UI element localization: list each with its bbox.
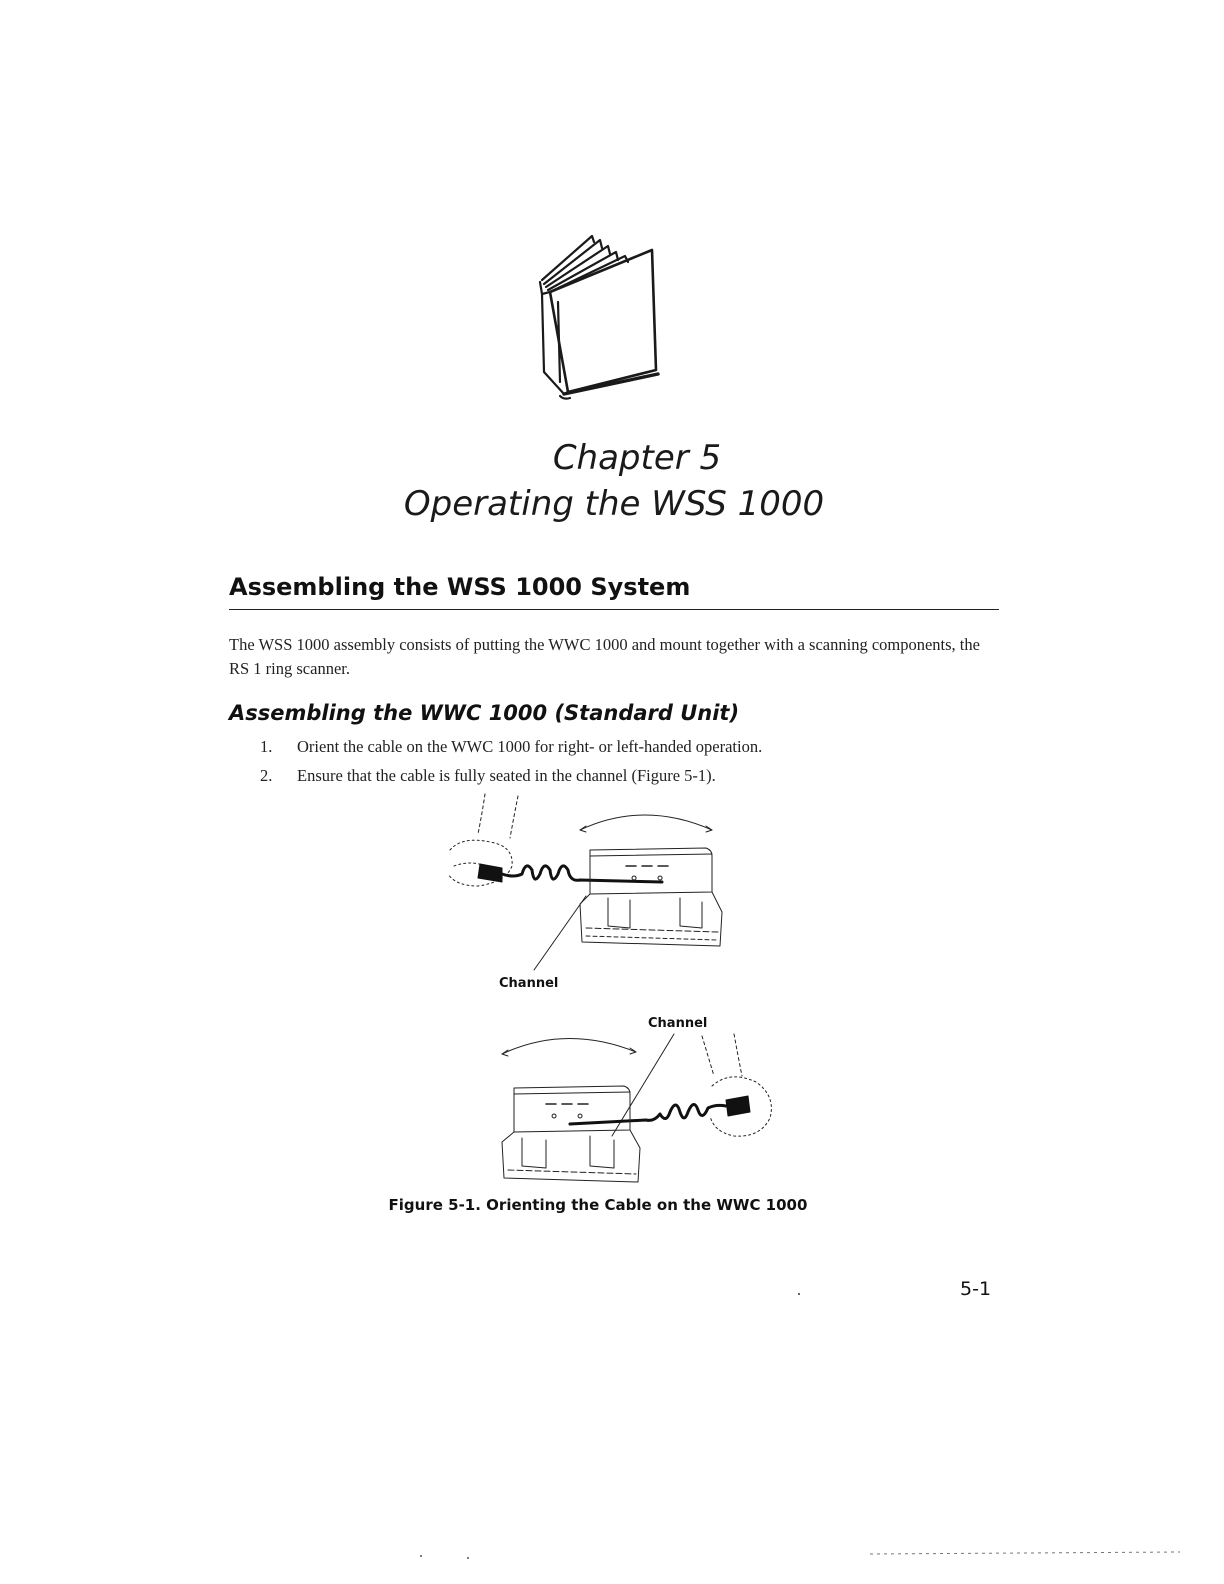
page-number: 5-1 xyxy=(960,1278,992,1300)
step-text: Ensure that the cable is fully seated in the channel (Figure 5-1). xyxy=(297,766,716,785)
channel-callout: Channel xyxy=(648,1016,708,1031)
subsection-heading: Assembling the WWC 1000 (Standard Unit) xyxy=(229,701,740,725)
step-number: 2. xyxy=(260,766,273,785)
step-text: Orient the cable on the WWC 1000 for right- or left-handed operation. xyxy=(297,737,763,756)
channel-callout: Channel xyxy=(499,976,559,991)
chapter-number: Chapter 5 xyxy=(552,438,722,478)
intro-paragraph: The WSS 1000 assembly consists of putting the WWC 1000 and mount together with a scanning components, the RS 1 ring scanner. xyxy=(229,635,980,678)
step-number: 1. xyxy=(260,737,273,756)
chapter-title: Operating the WSS 1000 xyxy=(403,484,825,524)
section-heading: Assembling the WSS 1000 System xyxy=(229,573,691,601)
figure-caption: Figure 5-1. Orienting the Cable on the WWC 1000 xyxy=(388,1196,808,1214)
